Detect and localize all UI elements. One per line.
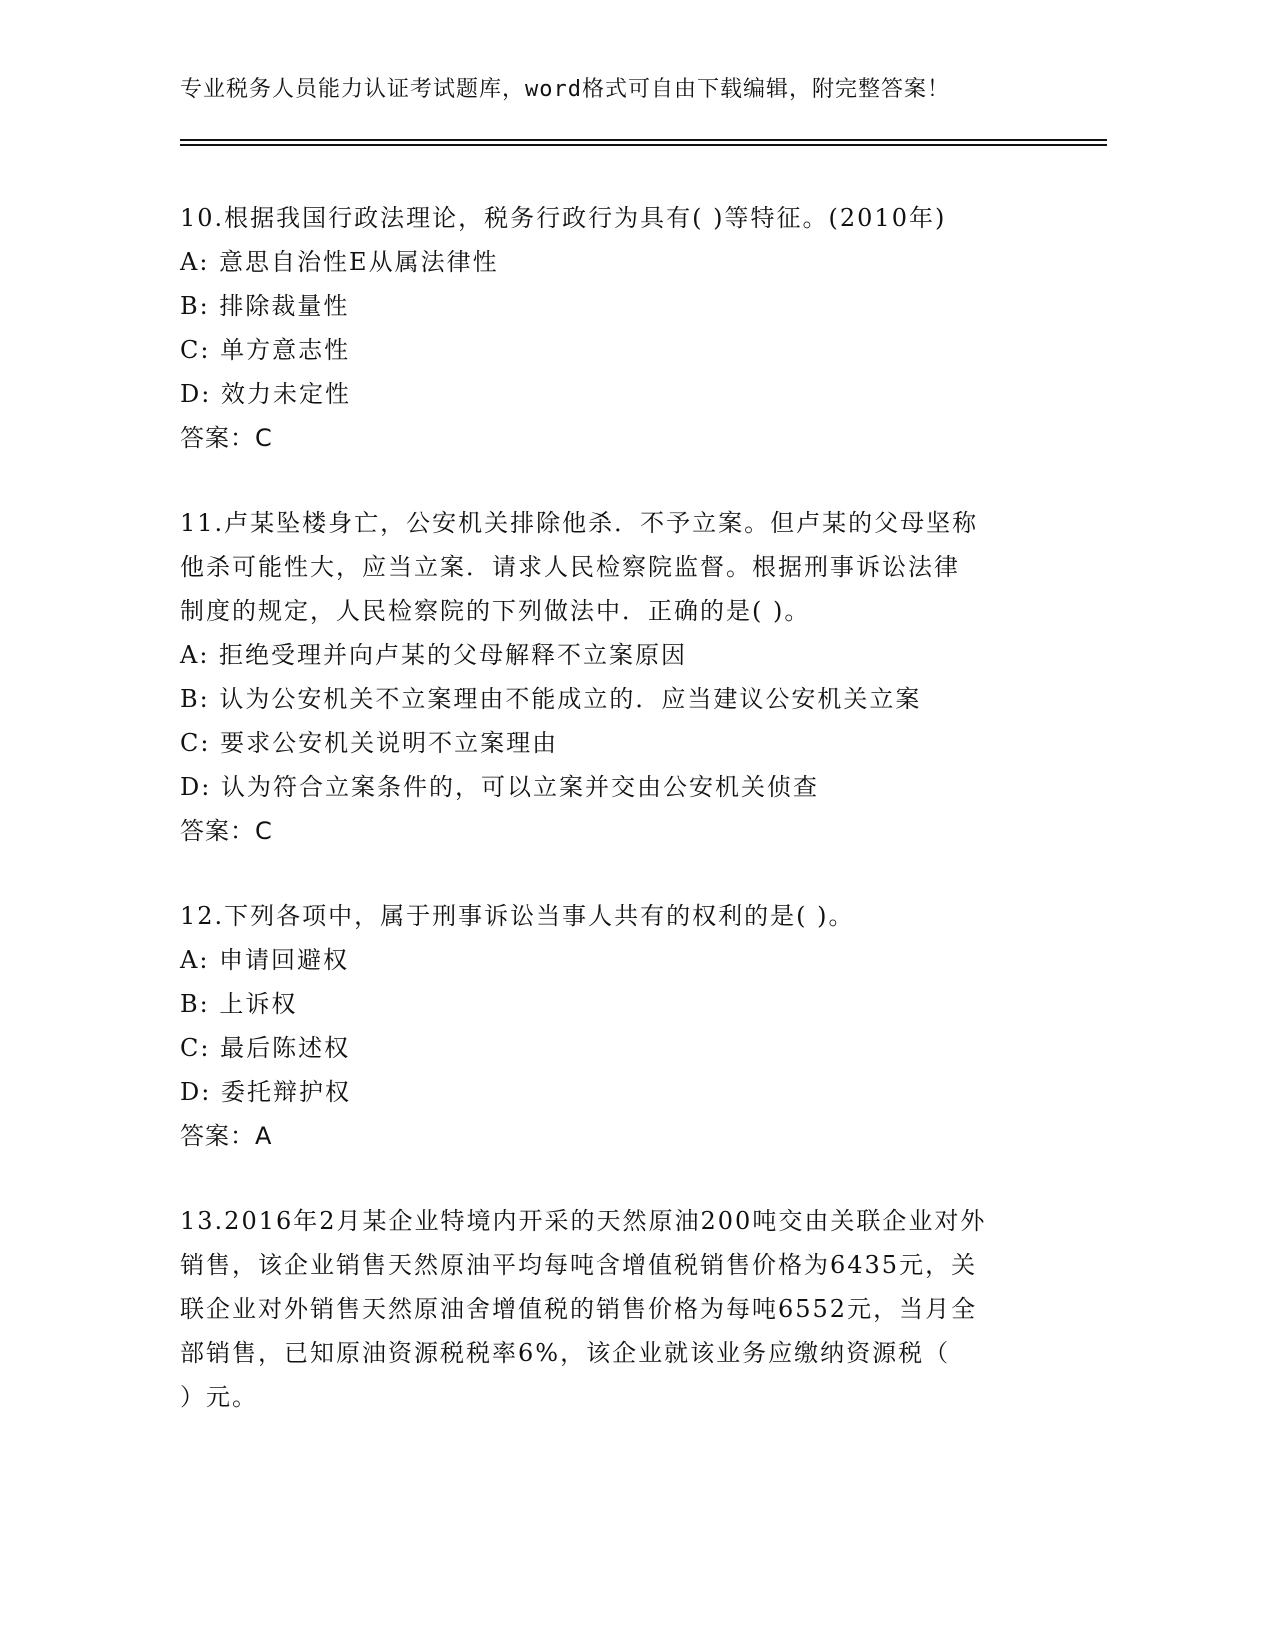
answer-label: 答案：C xyxy=(180,424,273,452)
stem-line: 12.下列各项中，属于刑事诉讼当事人共有的权利的是( )。 xyxy=(180,902,855,930)
question-11 xyxy=(180,501,1080,853)
option-a: A: 拒绝受理并向卢某的父母解释不立案原因 xyxy=(180,641,688,669)
stem-line: 11.卢某坠楼身亡，公安机关排除他杀．不予立案。但卢某的父母坚称 xyxy=(180,509,979,537)
option-d: D: 认为符合立案条件的，可以立案并交由公安机关侦查 xyxy=(180,773,819,801)
stem-line: 13.2016年2月某企业特境内开采的天然原油200吨交由关联企业对外 xyxy=(180,1207,987,1235)
answer-label: 答案：C xyxy=(180,817,273,845)
question-stem xyxy=(180,501,1080,633)
question-stem xyxy=(180,894,1080,938)
stem-line: 联企业对外销售天然原油舍增值税的销售价格为每吨6552元，当月全 xyxy=(180,1295,978,1323)
option-c: C: 最后陈述权 xyxy=(180,1034,351,1062)
option-d: D: 效力未定性 xyxy=(180,380,351,408)
option-a: A: 意思自治性E从属法律性 xyxy=(180,248,499,276)
option-a: A: 申请回避权 xyxy=(180,946,350,974)
option-b: B: 排除裁量性 xyxy=(180,292,350,320)
stem-line: 销售，该企业销售天然原油平均每吨含增值税销售价格为6435元，关 xyxy=(180,1251,978,1279)
answer-label: 答案：A xyxy=(180,1122,273,1150)
question-list xyxy=(180,196,1080,1460)
header-rule-bottom xyxy=(180,144,1107,146)
question-stem xyxy=(180,1199,1080,1419)
option-b: B: 认为公安机关不立案理由不能成立的．应当建议公安机关立案 xyxy=(180,685,922,713)
stem-line: 他杀可能性大，应当立案．请求人民检察院监督。根据刑事诉讼法律 xyxy=(180,553,960,581)
stem-line: 制度的规定，人民检察院的下列做法中．正确的是( )。 xyxy=(180,597,811,625)
stem-line: 部销售，已知原油资源税税率6%，该企业就该业务应缴纳资源税（ xyxy=(180,1339,951,1367)
question-13 xyxy=(180,1199,1080,1419)
question-stem xyxy=(180,196,1080,240)
option-c: C: 单方意志性 xyxy=(180,336,351,364)
option-c: C: 要求公安机关说明不立案理由 xyxy=(180,729,559,757)
question-12 xyxy=(180,894,1080,1158)
option-d: D: 委托辩护权 xyxy=(180,1078,351,1106)
stem-line: ）元。 xyxy=(180,1383,258,1411)
option-b: B: 上诉权 xyxy=(180,990,298,1018)
stem-line: 10.根据我国行政法理论，税务行政行为具有( )等特征。(2010年) xyxy=(180,204,947,232)
page-header: 专业税务人员能力认证考试题库，word格式可自由下载编辑，附完整答案！ xyxy=(180,77,950,102)
question-10 xyxy=(180,196,1080,460)
header-rule-top xyxy=(180,139,1107,141)
